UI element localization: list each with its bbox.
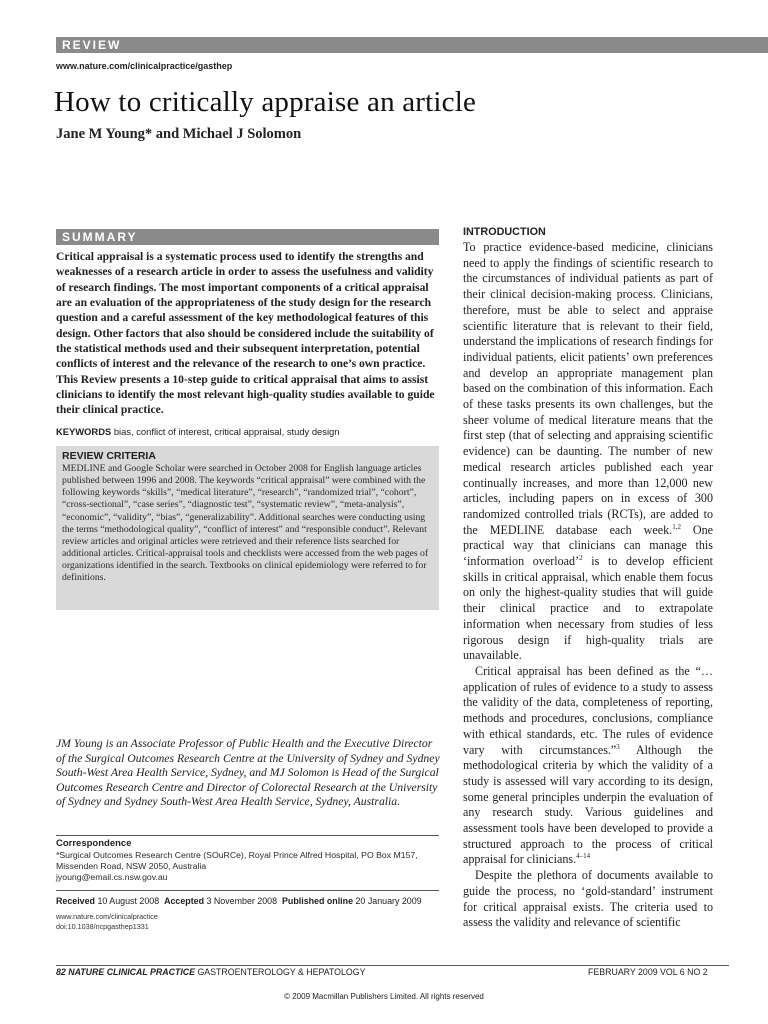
keywords-label: KEYWORDS bbox=[56, 426, 112, 437]
footer-journal bbox=[56, 967, 365, 977]
accepted-label: Accepted bbox=[164, 896, 205, 906]
article-title: How to critically appraise an article bbox=[54, 86, 477, 118]
published-label: Published online bbox=[282, 896, 354, 906]
review-criteria-title: REVIEW CRITERIA bbox=[62, 450, 156, 462]
reference-marker[interactable]: 3 bbox=[616, 742, 620, 751]
correspondence-email[interactable]: jyoung@email.cs.nsw.gov.au bbox=[56, 872, 168, 883]
received-date: 10 August 2008 bbox=[97, 896, 160, 906]
correspondence-title: Correspondence bbox=[56, 838, 132, 849]
journal-section: GASTROENTEROLOGY & HEPATOLOGY bbox=[197, 967, 366, 977]
journal-name: NATURE CLINICAL PRACTICE bbox=[68, 967, 195, 977]
intro-paragraph-3: Despite the plethora of documents available to guide the process, no ‘gold-standard’ instrument for critical appraisal exists. The criteria used to assess the validity and relevance of scientific bbox=[463, 868, 713, 930]
reference-marker[interactable]: 2 bbox=[579, 554, 583, 563]
page-number: 82 bbox=[56, 967, 66, 977]
footer-divider bbox=[56, 965, 729, 966]
introduction-body bbox=[463, 240, 713, 931]
footer-issue: FEBRUARY 2009 VOL 6 NO 2 bbox=[588, 967, 708, 977]
received-label: Received bbox=[56, 896, 95, 906]
copyright-notice: © 2009 Macmillan Publishers Limited. All rights reserved bbox=[284, 992, 484, 1001]
author-bio: JM Young is an Associate Professor of Public Health and the Executive Director of the Surgical Outcomes Research Centre at the University of Sydney and Sydney South-West Area Health Service, Sydney, and MJ Solomon is Head of the Surgical Outcomes Research Centre and Director of Colorectal Research at the University of Sydney and Sydney South-West Area Health Service, Sydney, Australia. bbox=[56, 737, 440, 809]
summary-section-label: SUMMARY bbox=[62, 230, 138, 244]
published-date: 20 January 2009 bbox=[355, 896, 422, 906]
doi-block bbox=[56, 912, 158, 932]
reference-marker[interactable]: 1,2 bbox=[672, 522, 681, 531]
correspondence-block bbox=[56, 850, 440, 884]
keywords-line bbox=[56, 426, 446, 437]
review-criteria-text: MEDLINE and Google Scholar were searched in October 2008 for English language articles published between 1996 and 2008. The keywords “critical appraisal” were combined with the following keywords “skills”, “medical literature”, “research”, “randomized trial”, “cohort”, “cross-sectional”, “case series”, “diagnostic test”, “systematic review”, “meta-analysis”, “economic”, “validity”, “bias”, “generalizability”. Additional searches were conducting using the terms “methodological quality”, “conflict of interest” and “responsible conduct”. Relevant review articles and original articles were retrieved and their reference lists searched for additional articles. Critical-appraisal tools and checklists were accessed from the web pages of organizations identified in the search. Textbooks on clinical epidemiology were referred to for definitions. bbox=[62, 463, 429, 584]
divider bbox=[56, 890, 439, 891]
correspondence-address: *Surgical Outcomes Research Centre (SOuRCe), Royal Prince Alfred Hospital, PO Box M157, Missenden Road, NSW 2050, Australia bbox=[56, 850, 418, 872]
keywords-list: bias, conflict of interest, critical appraisal, study design bbox=[113, 426, 340, 437]
reference-marker[interactable]: 4–14 bbox=[576, 852, 591, 861]
accepted-date: 3 November 2008 bbox=[206, 896, 278, 906]
intro-paragraph-2: Critical appraisal has been defined as the “…application of rules of evidence to a study to assess the validity of the data, completeness of reporting, methods and procedures, conclusions, compliance with ethical standards, etc. The rules of evidence vary with circumstances.”$^3$ Although the methodological criteria by which the validity of a study is assessed will vary according to its design, some general principles underpin the evaluation of any research study. Various guidelines and assessment tools have been developed to provide a structured approach to the process of critical appraisal for clinicians.$^{4-14}$ bbox=[463, 663, 713, 867]
doi-id[interactable]: doi:10.1038/ncpgasthep1331 bbox=[56, 922, 149, 931]
divider bbox=[56, 835, 439, 836]
review-section-label: REVIEW bbox=[62, 38, 122, 52]
introduction-heading: INTRODUCTION bbox=[463, 226, 546, 238]
journal-url[interactable]: www.nature.com/clinicalpractice/gasthep bbox=[56, 61, 233, 71]
intro-paragraph-1: To practice evidence-based medicine, clinicians need to apply the findings of scientific research to the circumstances of individual patients as part of their clinical decision-making process. Clinicians, therefore, must be able to select and appraise scientific literature that is relevant to their field, understand the implications of research findings for individual patients, elicit patients’ own preferences and develop an appropriate management plan based on the combination of this information. Each of these tasks presents its own challenges, but the sheer volume of medical literature means that the first step (that of selecting and appraising scientific evidence) can be daunting. The number of new medical research articles published each year continually increases, and more than 12,000 new articles, including papers on in excess of 300 randomized controlled trials (RCTs), are added to the MEDLINE database each week.$^{1,2}$ One practical way that clinicians can manage this ‘information overload’$^2$ is to develop efficient skills in critical appraisal, which enable them focus on only the highest-quality studies that will guide their clinical practice and to extrapolate information when necessary from studies of less rigorous design if high-quality trials are unavailable. bbox=[463, 240, 714, 663]
article-authors: Jane M Young* and Michael J Solomon bbox=[56, 126, 302, 142]
summary-text: Critical appraisal is a systematic process used to identify the strengths and weaknesses of a research article in order to assess the usefulness and validity of research findings. The most important components of a critical appraisal are an evaluation of the appropriateness of the study design for the research question and a careful assessment of the key methodological features of this design. Other factors that also should be considered include the suitability of the statistical methods used and their subsequent interpretation, potential conflicts of interest and the relevance of the research to one’s own practice. This Review presents a 10-step guide to critical appraisal that aims to assist clinicians to identify the most relevant high-quality studies available to guide their clinical practice. bbox=[56, 250, 435, 417]
article-dates bbox=[56, 896, 422, 906]
review-section-bar bbox=[56, 37, 768, 53]
doi-url[interactable]: www.nature.com/clinicalpractice bbox=[56, 912, 158, 921]
